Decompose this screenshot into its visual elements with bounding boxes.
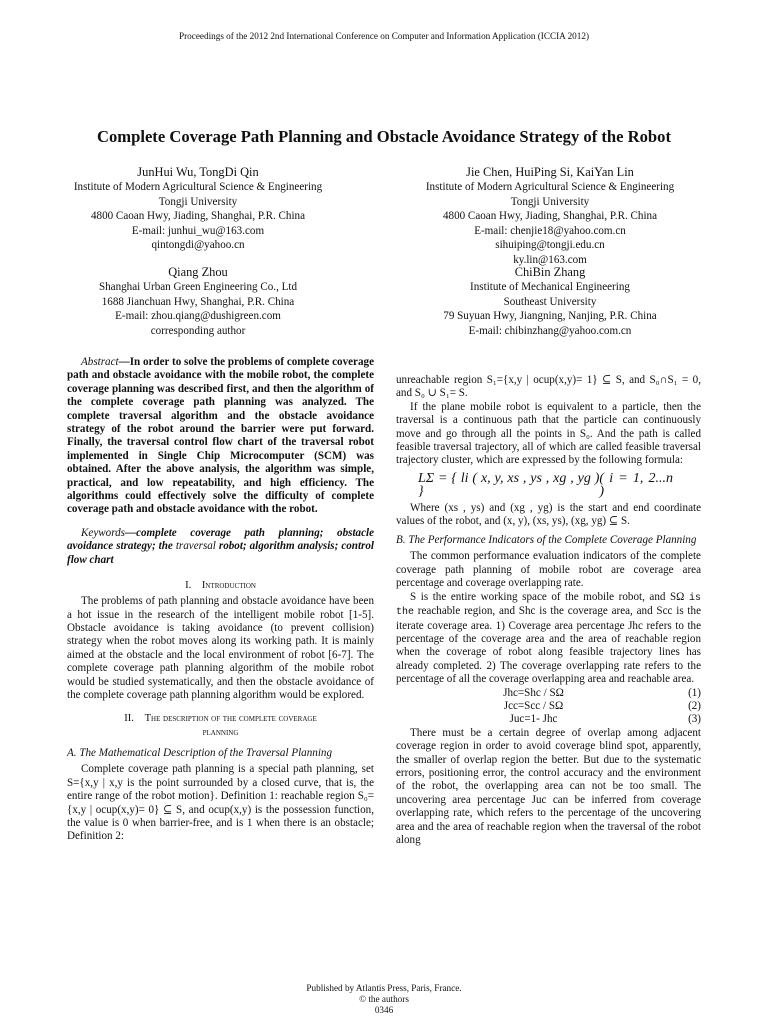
keywords-text: —complete coverage path planning; obstacle avoidance strategy; the (67, 526, 374, 553)
equation-text: Jcc=Scc / SΩ (503, 699, 564, 712)
author-address: 1688 Jianchuan Hwy, Shanghai, P.R. China (101, 295, 295, 308)
author-university: Southeast University (503, 295, 597, 308)
author-email: E-mail: junhui_wu@163.com (131, 224, 265, 237)
footer (0, 983, 768, 1016)
publisher-line: Published by Atlantis Press, Paris, France. (306, 983, 462, 993)
author-names: Qiang Zhou (168, 265, 228, 279)
copyright-line: © the authors (359, 994, 409, 1004)
author-email: E-mail: zhou.qiang@dushigreen.com (115, 310, 281, 323)
author-email: qintongdi@yahoo.cn (151, 239, 245, 252)
text-run: reachable region, and Shc is the coverage area, and Scc is the iterate coverage area. 1) Coverage area percentage Jhc refers to the percentage of the coverage area and the area of reachable region when the coverage of robot along feasible trajectory lines has already completed. 2) The coverage overlapping rate refers to the percentage of all the coverage overlapping area and reachable area. (396, 605, 701, 686)
author-block-1 (48, 164, 348, 253)
equation-number: (1) (688, 686, 701, 699)
author-university: Tongji University (158, 195, 238, 208)
author-block-4 (390, 264, 710, 338)
running-head: Proceedings of the 2012 2nd International Conference on Computer and Information Application (ICCIA 2012) (178, 31, 590, 41)
text-run: is the (396, 592, 701, 619)
keywords-label: Keywords (81, 526, 125, 539)
author-email: E-mail: chenjie18@yahoo.com.cn (474, 224, 626, 237)
author-address: 4800 Caoan Hwy, Jiading, Shanghai, P.R. China (442, 210, 658, 223)
section-number: I. (185, 580, 192, 592)
author-university: Tongji University (510, 195, 590, 208)
author-names: JunHui Wu, TongDi Qin (137, 165, 259, 179)
equation-3 (396, 713, 701, 726)
keywords-text: traversal (175, 540, 216, 553)
equation-number: (3) (688, 713, 701, 726)
equation-text: Juc=1- Jhc (509, 713, 558, 726)
author-email: ky.lin@163.com (513, 253, 587, 266)
author-note: corresponding author (150, 324, 246, 337)
author-email: sihuiping@tongji.edu.cn (495, 239, 605, 252)
paragraph: If the plane mobile robot is equivalent to a particle, then the traversal is a continuous path that the particle can continuously move and go through all the points in S₀. And the path is called feasible traversal trajectory, all of which are called feasible traversal trajectory cluster, which are expressed by the following formula: (396, 400, 701, 467)
text-run: S is the entire working space of the mobile robot, and SΩ (410, 590, 689, 603)
equation-number: (2) (688, 699, 701, 712)
abstract-text: —In order to solve the problems of complete coverage path and obstacle avoidance with the mobile robot, the complete coverage planning was described first, and then the algorithm of the complete coverage path planning was analyzed. The complete traversal algorithm and the obstacle avoidance strategy of the robot around the barrier were put forward. Finally, the traversal control flow chart of the traversal robot implemented in Single Chip Microcomputer (SCM) was obtained. After the above analysis, the algorithm was simple, practical, and low repeatability, and high efficiency. The algorithms could effectively solve the difficulty of complete coverage path and obstacle avoidance with the robot. (67, 356, 374, 516)
author-email: E-mail: chibinzhang@yahoo.com.cn (468, 324, 632, 337)
section-title: Introduction (201, 580, 256, 592)
equation-text: Jhc=Shc / SΩ (503, 686, 564, 699)
right-column (396, 374, 701, 847)
equation-1 (396, 687, 701, 700)
subsection-heading: B. The Performance Indicators of the Complete Coverage Planning (396, 534, 697, 547)
author-block-2 (390, 164, 710, 268)
author-address: 79 Suyuan Hwy, Jiangning, Nanjing, P.R. China (443, 310, 657, 323)
author-names: ChiBin Zhang (514, 265, 586, 279)
abstract (67, 356, 374, 517)
paragraph (396, 591, 701, 687)
paragraph: unreachable region S₁={x,y | ocup(x,y)= 1} ⊆ S, and S₀∩S₁ = 0, and S₀ ∪ S₁= S. (396, 374, 701, 400)
author-institution: Institute of Mechanical Engineering (470, 281, 630, 293)
paragraph: The common performance evaluation indicators of the complete coverage path planning of mobile robot are coverage area percentage and coverage overlapping rate. (396, 550, 701, 590)
paragraph: There must be a certain degree of overlap among adjacent coverage region in order to avoid coverage blind spot, apparently, the smaller of overlap region the better. But due to the systematic errors, positioning error, the control accuracy and the environment of the robot, the overlapping area can not be too small. The uncovering area percentage Juc can be inferred from coverage overlapping rate, which refers to the percentage of the uncovering area and the area of reachable region when the traversal of the robot along (396, 726, 701, 846)
author-names: Jie Chen, HuiPing Si, KaiYan Lin (466, 165, 634, 179)
subsection-heading: A. The Mathematical Description of the Traversal Planning (67, 747, 332, 760)
section-heading (67, 579, 374, 593)
left-column (67, 356, 374, 844)
author-address: 4800 Caoan Hwy, Jiading, Shanghai, P.R. China (90, 210, 306, 223)
section-title: planning (202, 727, 239, 739)
keywords (67, 527, 374, 567)
author-block-3 (48, 264, 348, 338)
author-institution: Institute of Modern Agricultural Science & Engineering (425, 181, 675, 193)
author-institution: Shanghai Urban Green Engineering Co., Ltd (98, 281, 298, 293)
author-institution: Institute of Modern Agricultural Science & Engineering (73, 181, 323, 193)
page-number: 0346 (374, 1005, 394, 1015)
section-title: The description of the complete coverage (144, 713, 317, 725)
formula-expression: LΣ = { li ( x, y, xs , ys , xg , yg ) } (418, 470, 600, 500)
section-number: II. (124, 713, 134, 725)
equation-2 (396, 700, 701, 713)
section-heading (67, 712, 374, 740)
paragraph: Complete coverage path planning is a special path planning, set S={x,y | x,y is the point surrounded by a closed curve, that is, the entire range of the robot motion}. Definition 1: reachable region S₀={x,y | ocup(x,y)= 0} ⊆ S, and ocup(x,y) is the possession function, the value is 0 when barrier-free, and is 1 when there is an obstacle; Definition 2: (67, 763, 374, 843)
paper-title: Complete Coverage Path Planning and Obstacle Avoidance Strategy of the Robot (97, 127, 671, 146)
paragraph: The problems of path planning and obstacle avoidance have been a hot issue in the research of the intelligent mobile robot [1-5]. Obstacle avoidance is taking avoidance (to prevent collision) strategy when the robot moves along its working path. It is mainly aimed at the obstacle and the local environment of robot [6-7]. The complete coverage path planning algorithm of the mobile robot would be studied systematically, and then the obstacle avoidance of the complete coverage path planning algorithm would be explored. (67, 595, 374, 701)
paragraph: Where (xs , ys) and (xg , yg) is the start and end coordinate values of the robot, and (x, y), (xs, ys), (xg, yg) ⊆ S. (396, 501, 701, 528)
abstract-label: Abstract (81, 356, 119, 368)
formula-range: ( i = 1, 2...n ) (599, 470, 673, 500)
formula (396, 472, 701, 499)
keywords-text: robot; algorithm analysis; control flow chart (67, 540, 374, 566)
